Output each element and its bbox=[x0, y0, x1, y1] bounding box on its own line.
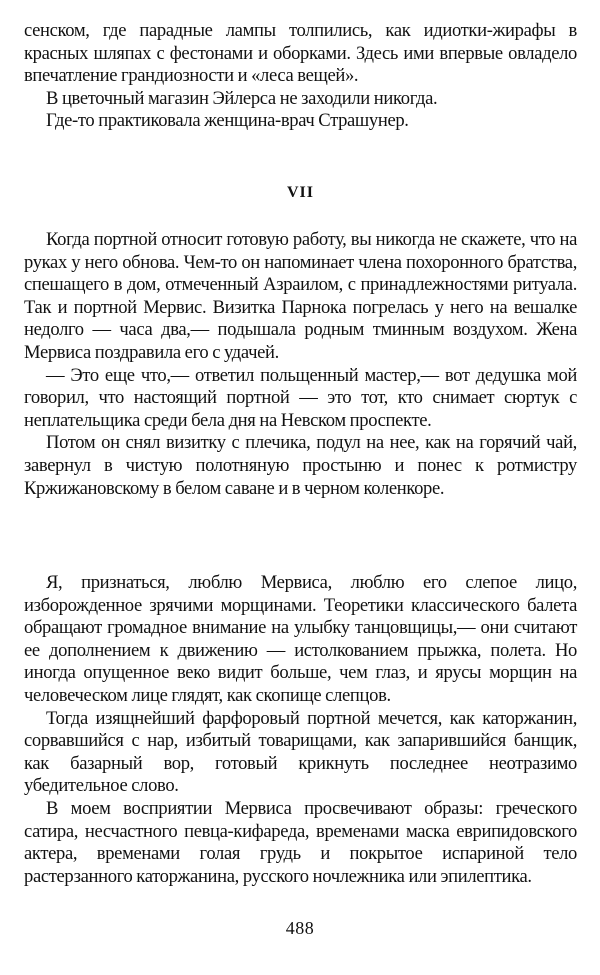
intro-text-block bbox=[24, 20, 577, 133]
paragraph: В моем восприятии Мервиса просвечивают образы: греческого сатира, несчастного певца-кифареда, временами маска еврипидовского актера, временами голая грудь и покрытое испариной тело растерзанного каторжанина, русского ночлежника или эпилептика. bbox=[24, 797, 577, 887]
paragraph: Потом он снял визитку с плечика, подул на нее, как на горячий чай, завернул в чистую полотняную простыню и понес к ротмистру Кржижановскому в белом саване и в черном коленкоре. bbox=[24, 432, 577, 499]
chapter-text-block bbox=[24, 229, 577, 500]
paragraph: — Это еще что,— ответил польщенный мастер,— вот дедушка мой говорил, что настоящий портной — это тот, кто снимает сюртук с неплательщика среди бела дня на Невском проспекте. bbox=[24, 364, 577, 431]
paragraph: Где-то практиковала женщина-врач Страшунер. bbox=[46, 110, 409, 132]
paragraph: Я, признаться, люблю Мервиса, люблю его слепое лицо, изборожденное зрячими морщинами. Теоретики классического балета обращают громадное внимание на улыбку танцовщицы,— они считают ее дополнением к движению — истолкованием прыжка, полета. Но иногда опущенное веко видит больше, чем глаз, и ярусы морщин на человеческом лице глядят, как скопище слепцов. bbox=[24, 572, 577, 706]
paragraph: Тогда изящнейший фарфоровый портной мечется, как каторжанин, сорвавшийся с нар, избитый товарищами, как запарившийся банщик, как базарный вор, готовый крикнуть последнее неотразимо убедительное слово. bbox=[24, 707, 577, 797]
paragraph: В цветочный магазин Эйлерса не заходили никогда. bbox=[46, 87, 438, 109]
paragraph: Когда портной относит готовую работу, вы никогда не скажете, что на руках у него обнова. Чем-то он напоминает члена похоронного братства, спешащего в дом, отмеченный Азраилом, с принадлежностями ритуала. Так и портной Мервис. Визитка Парнока погрелась у него на вешалке недолго — часа два,— подышала родным тминным воздухом. Жена Мервиса поздравила его с удачей. bbox=[24, 229, 577, 363]
paragraph: сенском, где парадные лампы толпились, как идиотки-жирафы в красных шляпах с фестонами и оборками. Здесь ими впервые овладело впечатление грандиозности и «леса вещей». bbox=[24, 20, 577, 87]
page-number: 488 bbox=[285, 918, 315, 938]
chapter-heading: VII bbox=[286, 184, 314, 201]
section-text-block bbox=[24, 572, 577, 888]
